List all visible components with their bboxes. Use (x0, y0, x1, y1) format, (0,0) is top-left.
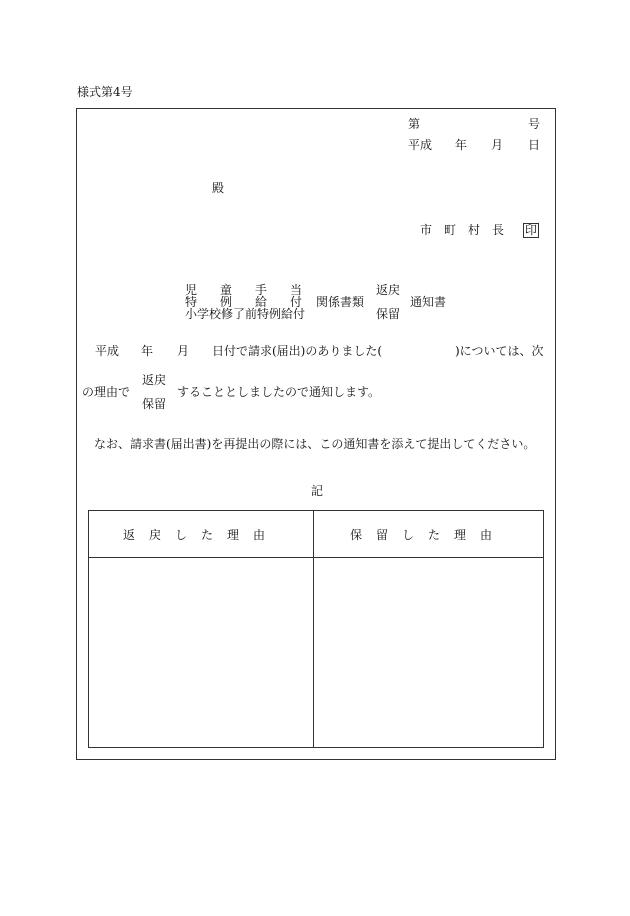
addressee-honorific: 殿 (212, 181, 225, 195)
body-regarding: )については、次 (455, 344, 544, 358)
number-suffix: 号 (528, 117, 541, 131)
body-dated: 日付で請求(届出)のありました( (212, 344, 383, 358)
issuer-title: 長 (492, 223, 505, 237)
allowance-1-char: 童 (220, 283, 233, 297)
date-era: 平成 (408, 138, 433, 152)
body-ki: 記 (311, 484, 324, 498)
date-day: 日 (528, 138, 541, 152)
body-hold: 保留 (142, 397, 167, 411)
body-reason-prefix: の理由で (82, 385, 131, 399)
issuer-shi: 市 (420, 223, 433, 237)
header-hold-reason: 保留した理由 (349, 527, 506, 542)
allowance-2-char: 特 (185, 295, 198, 309)
body-era: 平成 (95, 344, 120, 358)
allowance-3: 小学校修了前特例給付 (185, 307, 306, 321)
header-return-reason: 返戻した理由 (122, 527, 279, 542)
body-return: 返戻 (142, 373, 167, 387)
date-month: 月 (491, 138, 504, 152)
date-year: 年 (455, 138, 468, 152)
number-prefix: 第 (408, 117, 421, 131)
allowance-1-char: 手 (255, 283, 268, 297)
allowance-2-char: 付 (290, 295, 303, 309)
issuer-cho: 町 (444, 223, 457, 237)
body-note: なお、請求書(届出書)を再提出の際には、この通知書を添えて提出してください。 (94, 437, 536, 451)
subject-hold: 保留 (376, 307, 401, 321)
allowance-2-char: 例 (220, 295, 233, 309)
form-number: 様式第4号 (77, 85, 133, 99)
allowance-1-char: 児 (185, 283, 198, 297)
subject-documents: 関係書類 (316, 295, 365, 309)
body-decision: することとしましたので通知します。 (177, 385, 381, 399)
body-year: 年 (141, 344, 154, 358)
table-header-divider (88, 557, 543, 558)
allowance-2-char: 給 (255, 295, 268, 309)
subject-return: 返戻 (376, 283, 401, 297)
allowance-1-char: 当 (290, 283, 303, 297)
issuer-son: 村 (468, 223, 481, 237)
seal-mark: 印 (525, 223, 538, 237)
body-month: 月 (177, 344, 190, 358)
subject-notice: 通知書 (410, 295, 447, 309)
